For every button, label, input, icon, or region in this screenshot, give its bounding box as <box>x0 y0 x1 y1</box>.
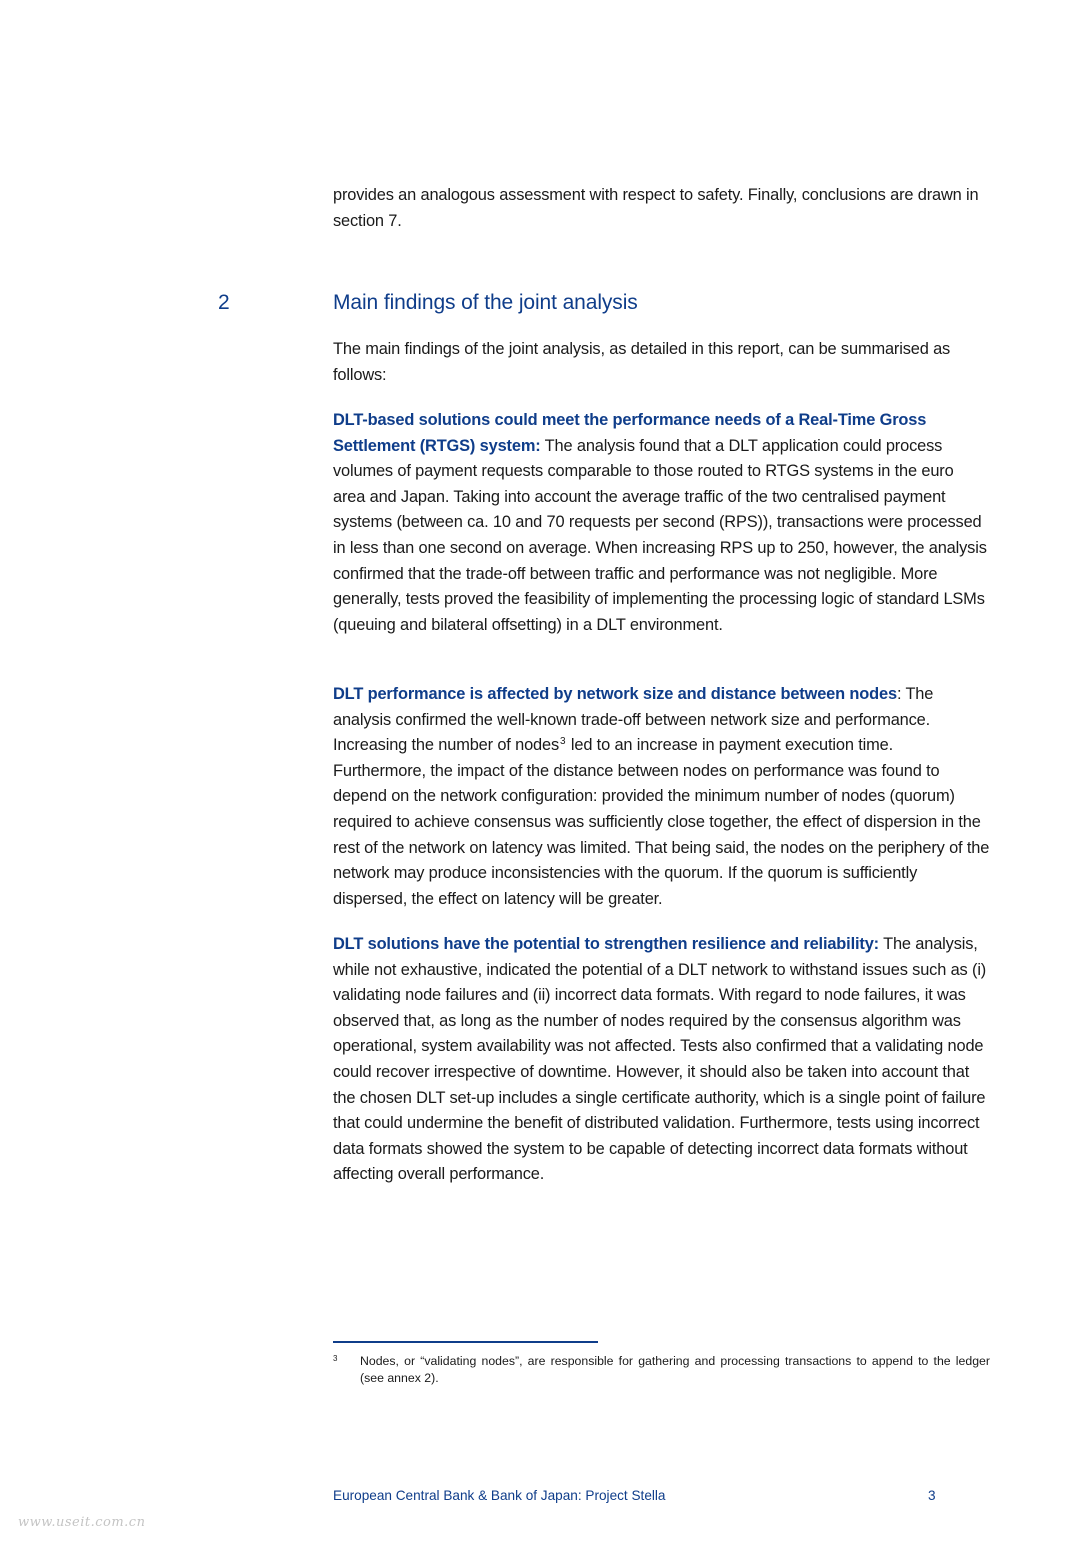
finding-body-continued: led to an increase in payment execution time. Furthermore, the impact of the distance between nodes on performance was found to depend on the network configuration: provided the minimum number of nodes (quorum) required to achieve consensus was sufficiently close together, the effect of dispersion in the rest of the network on latency was limited. That being said, the nodes on the periphery of the network may produce inconsistencies with the quorum. If the quorum is sufficiently dispersed, the effect on latency will be greater. <box>333 736 990 908</box>
section-intro-paragraph: The main findings of the joint analysis, as detailed in this report, can be summarised as follows: <box>333 340 951 384</box>
finding-paragraph-network-size <box>333 682 990 912</box>
finding-body: The analysis found that a DLT application could process volumes of payment requests comparable to those routed to RTGS systems in the euro area and Japan. Taking into account the average traffic of the two centralised payment systems (between ca. 10 and 70 requests per second (RPS)), transactions were processed in less than one second on average. When increasing RPS up to 250, however, the analysis confirmed that the trade-off between traffic and performance was not negligible. More generally, tests proved the feasibility of implementing the processing logic of standard LSMs (queuing and bilateral offsetting) in a DLT environment. <box>333 436 987 634</box>
finding-paragraph-resilience <box>333 932 990 1188</box>
watermark: www.useit.com.cn <box>18 1515 146 1530</box>
footnote-text: Nodes, or “validating nodes”, are responsible for gathering and processing transactions to append to the ledger (see annex 2). <box>360 1354 990 1385</box>
footer-title: European Central Bank & Bank of Japan: Project Stella <box>333 1488 666 1503</box>
footnote-number: 3 <box>333 1354 338 1363</box>
finding-heading: DLT-based solutions could meet the performance needs of a Real-Time Gross Settlement (RTGS) system: <box>333 411 927 455</box>
intro-paragraph: provides an analogous assessment with respect to safety. Finally, conclusions are drawn in section 7. <box>333 186 979 230</box>
section-title: Main findings of the joint analysis <box>333 291 638 314</box>
footnote-divider <box>333 1341 598 1343</box>
finding-body: The analysis, while not exhaustive, indicated the potential of a DLT network to withstand issues such as (i) validating node failures and (ii) incorrect data formats. With regard to node failures, it was observed that, as long as the number of nodes required by the consensus algorithm was operational, system availability was not affected. Tests also confirmed that a validating node could recover irrespective of downtime. However, it should also be taken into account that the chosen DLT set-up includes a single certificate authority, which is a single point of failure that could undermine the benefit of distributed validation. Furthermore, tests using incorrect data formats showed the system to be capable of detecting incorrect data formats without affecting overall performance. <box>333 935 987 1184</box>
finding-body: : The analysis confirmed the well-known trade-off between network size and performance. Increasing the number of nodes <box>333 685 934 755</box>
finding-heading: DLT solutions have the potential to strengthen resilience and reliability: <box>333 935 879 953</box>
section-number: 2 <box>218 291 230 314</box>
footnote-reference[interactable]: 3 <box>560 736 566 748</box>
page-number: 3 <box>928 1488 936 1503</box>
footnote <box>333 1353 990 1386</box>
finding-heading: DLT performance is affected by network size and distance between nodes <box>333 685 897 703</box>
finding-paragraph-performance <box>333 408 990 638</box>
